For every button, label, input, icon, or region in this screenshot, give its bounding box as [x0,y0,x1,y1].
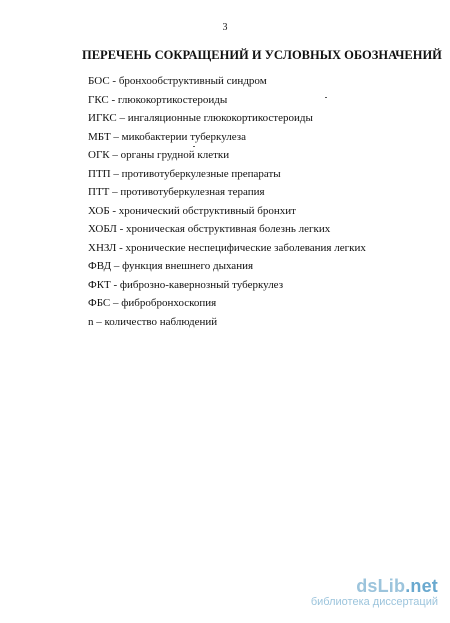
watermark-logo [311,576,438,596]
abbreviation-item: ХНЗЛ - хронические неспецифические заболевания легких [88,241,366,254]
abbreviation-item: ФКТ - фиброзно-кавернозный туберкулез [88,278,284,291]
abbreviation-item: ГКС - глюкокортикостероиды [88,93,228,106]
watermark-logo-main: dsLib [356,576,406,596]
abbreviation-item: ФБС – фибробронхоскопия [88,297,217,309]
abbreviation-item: ОГК – органы грудной клетки [88,149,230,161]
watermark-logo-tld: .net [405,576,438,596]
scan-speck [325,97,327,98]
abbreviation-item: ПТП – противотуберкулезные препараты [88,167,281,180]
abbreviation-item: БОС - бронхообструктивный синдром [88,75,267,87]
abbreviation-item: ХОБ - хронический обструктивный бронхит [88,204,296,217]
page-title: ПЕРЕЧЕНЬ СОКРАЩЕНИЙ И УСЛОВНЫХ ОБОЗНАЧЕНИЙ [82,48,442,62]
watermark [311,576,438,609]
abbreviation-item: МБТ – микобактерии туберкулеза [88,130,246,143]
watermark-subtitle: библиотека диссертаций [310,596,438,608]
abbreviation-list [88,72,366,331]
abbreviation-item: ИГКС – ингаляционные глюкокортикостероиды [88,112,313,124]
abbreviation-item: n – количество наблюдений [88,315,218,328]
page-number: 3 [222,22,228,33]
abbreviation-item: ХОБЛ - хроническая обструктивная болезнь легких [88,223,331,235]
scan-speck [193,146,195,147]
abbreviation-item: ФВД – функция внешнего дыхания [88,260,254,272]
abbreviation-item: ПТТ – противотуберкулезная терапия [88,186,265,198]
